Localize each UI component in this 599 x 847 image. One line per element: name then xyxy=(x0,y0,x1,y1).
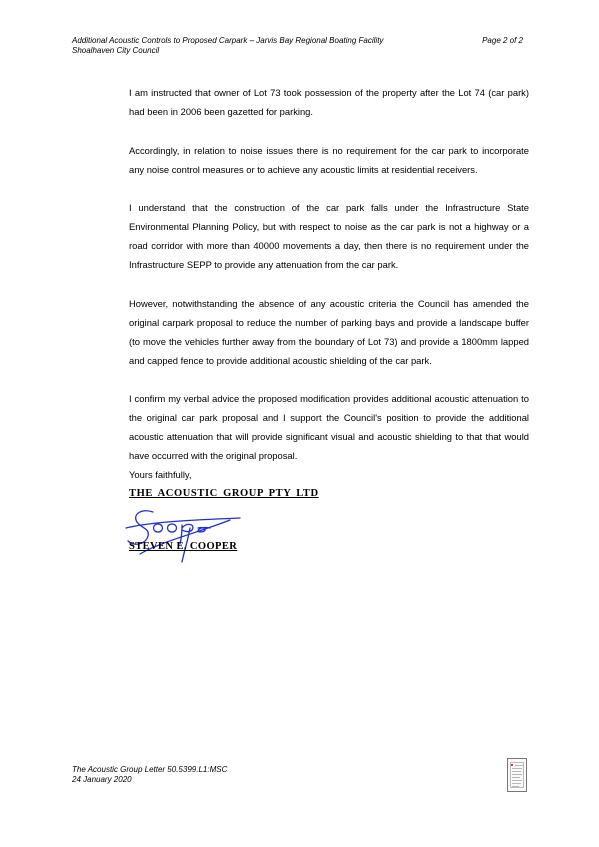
page-number: Page 2 of 2 xyxy=(482,36,523,45)
header-title: Additional Acoustic Controls to Proposed Carpark – Jarvis Bay Regional Boating Facility xyxy=(72,36,384,45)
company-name: THE ACOUSTIC GROUP PTY LTD xyxy=(129,488,319,499)
document-stamp-icon xyxy=(507,758,527,792)
paragraph: Accordingly, in relation to noise issues there is no requirement for the car park to incorporate any noise control measures or to achieve any acoustic limits at residential receivers. xyxy=(129,144,529,175)
page-header xyxy=(72,36,523,55)
paragraph: However, notwithstanding the absence of any acoustic criteria the Council has amended the original carpark proposal to reduce the number of parking bays and provide a landscape buffer (to move the vehicles further away from the boundary of Lot 73) and provide a 1800mm lapped and capped fence to provide additional acoustic shielding of the car park. xyxy=(129,297,529,366)
signer-name: STEVEN E. COOPER xyxy=(129,541,238,552)
page-footer xyxy=(72,765,227,784)
header-client: Shoalhaven City Council xyxy=(72,45,160,55)
paragraph: I am instructed that owner of Lot 73 took possession of the property after the Lot 74 (car park) had been in 2006 been gazetted for parking. xyxy=(129,87,529,117)
handwritten-signature xyxy=(120,498,250,568)
letter-body xyxy=(129,83,529,485)
paragraph: I understand that the construction of the car park falls under the Infrastructure State Environmental Planning Policy, but with respect to noise as the car park is not a highway or a road corridor with more than 40000 movements a day, then there is no requirement under the Infrastructure SEPP to provide any attenuation from the car park. xyxy=(129,202,529,270)
footer-reference: The Acoustic Group Letter 50.5399.L1:MSC xyxy=(72,765,228,774)
paragraph: I confirm my verbal advice the proposed modification provides additional acoustic attenuation to the original car park proposal and I support the Council's position to provide the additional acoustic attenuation that will provide significant visual and acoustic shielding to that that would have occurred with the original proposal. xyxy=(129,393,529,461)
footer-date: 24 January 2020 xyxy=(72,774,132,784)
closing-salutation: Yours faithfully, xyxy=(129,469,192,480)
